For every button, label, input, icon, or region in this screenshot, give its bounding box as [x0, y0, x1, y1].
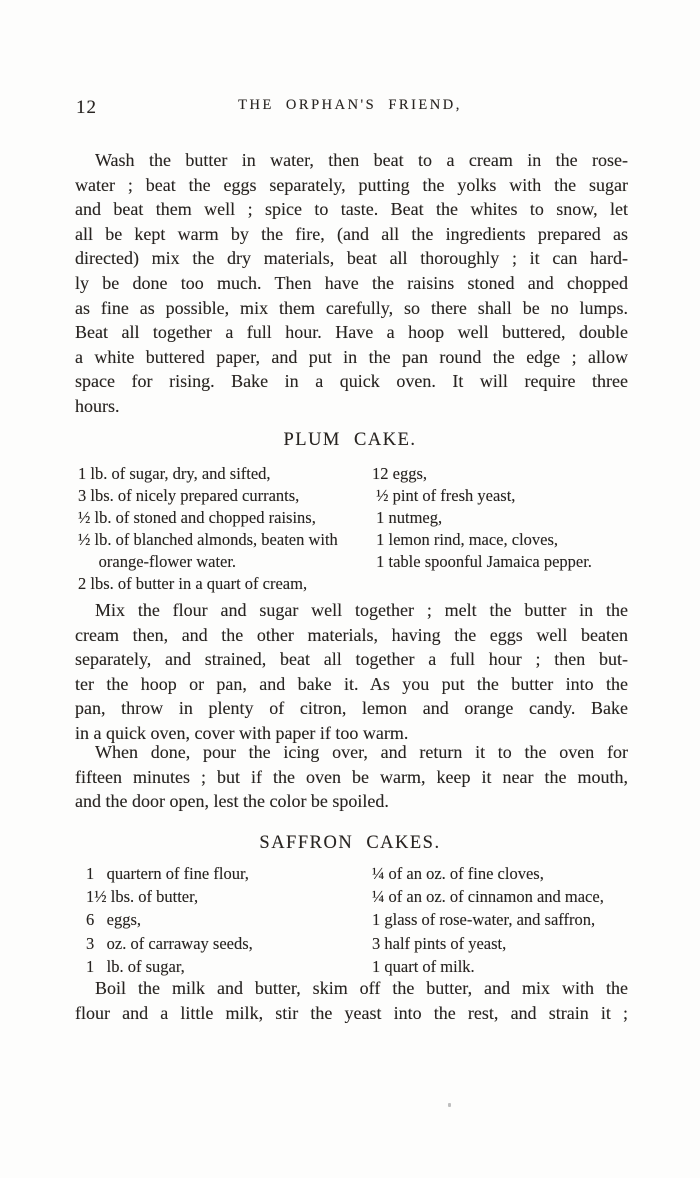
- ingredient-line: 3 oz. of carraway seeds,: [86, 933, 253, 953]
- running-head: [0, 97, 700, 121]
- running-title: THE ORPHAN'S FRIEND,: [238, 97, 462, 113]
- text-line: flour and a little milk, stir the yeast into the rest, and strain it ;: [75, 1002, 628, 1023]
- ingredient-line: 3 lbs. of nicely prepared currants,: [78, 486, 300, 505]
- ingredient-line: 1 quart of milk.: [372, 956, 475, 976]
- text-line: a white buttered paper, and put in the pan round the edge ; allow: [75, 346, 628, 367]
- ingredient-line: ½ lb. of blanched almonds, beaten with: [78, 530, 338, 549]
- ink-speck: [448, 1103, 451, 1107]
- paragraph-mix-flour: [75, 598, 628, 746]
- ingredient-line: 1 lemon rind, mace, cloves,: [372, 530, 559, 549]
- text-line: separately, and strained, beat all together a full hour ; then but-: [75, 649, 628, 670]
- text-line: and the door open, lest the color be spoiled.: [75, 791, 389, 812]
- text-line: water ; beat the eggs separately, putting the yolks with the sugar: [75, 174, 628, 195]
- text-line: Boil the milk and butter, skim off the butter, and mix with the: [95, 978, 628, 998]
- ingredient-line: 12 eggs,: [372, 464, 427, 483]
- text-line: and beat them well ; spice to taste. Beat the whites to snow, let: [75, 199, 628, 220]
- saffron-cakes-ingredients-right: [372, 862, 604, 978]
- ingredient-line: ½ pint of fresh yeast,: [372, 486, 516, 505]
- paragraph-icing: [75, 740, 628, 814]
- plum-cake-heading: PLUM CAKE.: [283, 430, 417, 450]
- ingredient-line: ½ lb. of stoned and chopped raisins,: [78, 508, 316, 527]
- paragraph-wash-butter: [75, 148, 628, 419]
- text-line: fifteen minutes ; but if the oven be warm, keep it near the mouth,: [75, 766, 628, 787]
- saffron-cakes-ingredients-left: [86, 862, 253, 978]
- text-line: pan, throw in plenty of citron, lemon and orange candy. Bake: [75, 698, 628, 719]
- ingredient-line: 1½ lbs. of butter,: [86, 887, 199, 907]
- text-line: as fine as possible, mix them carefully, so there shall be no lumps.: [75, 297, 628, 318]
- text-line: cream then, and the other materials, having the eggs well beaten: [75, 624, 628, 645]
- ingredient-line: 1 glass of rose-water, and saffron,: [372, 910, 596, 930]
- ingredient-line: orange-flower water.: [78, 552, 237, 571]
- ingredient-line: 1 lb. of sugar,: [86, 956, 185, 976]
- saffron-cakes-heading: SAFFRON CAKES.: [259, 833, 441, 853]
- ingredient-line: 6 eggs,: [86, 910, 141, 930]
- page-number: 12: [76, 97, 97, 118]
- ingredient-line: ¼ of an oz. of fine cloves,: [372, 864, 544, 883]
- ingredient-line: ¼ of an oz. of cinnamon and mace,: [372, 887, 604, 907]
- text-line: Wash the butter in water, then beat to a cream in the rose-: [95, 150, 628, 170]
- plum-cake-ingredients-left: [78, 463, 338, 595]
- ingredient-line: 3 half pints of yeast,: [372, 933, 507, 953]
- ingredient-line: 2 lbs. of butter in a quart of cream,: [78, 574, 308, 593]
- ingredient-line: 1 lb. of sugar, dry, and sifted,: [78, 464, 271, 483]
- paragraph-boil-milk: [75, 976, 628, 1025]
- text-line: When done, pour the icing over, and return it to the oven for: [95, 742, 628, 762]
- text-line: all be kept warm by the fire, (and all the ingredients prepared as: [75, 223, 628, 244]
- text-line: ly be done too much. Then have the raisins stoned and chopped: [75, 272, 628, 293]
- text-line: in a quick oven, cover with paper if too warm.: [75, 722, 409, 743]
- ingredient-line: 1 quartern of fine flour,: [86, 864, 249, 883]
- text-line: hours.: [75, 395, 120, 416]
- text-line: directed) mix the dry materials, beat all thoroughly ; it can hard-: [75, 248, 628, 269]
- ingredient-line: 1 nutmeg,: [372, 508, 443, 527]
- text-line: Mix the flour and sugar well together ; melt the butter in the: [95, 600, 628, 620]
- plum-cake-ingredients-right: [372, 463, 592, 573]
- text-line: ter the hoop or pan, and bake it. As you put the butter into the: [75, 673, 628, 694]
- text-line: Beat all together a full hour. Have a hoop well buttered, double: [75, 322, 628, 343]
- text-line: space for rising. Bake in a quick oven. It will require three: [75, 371, 628, 392]
- ingredient-line: 1 table spoonful Jamaica pepper.: [372, 552, 592, 571]
